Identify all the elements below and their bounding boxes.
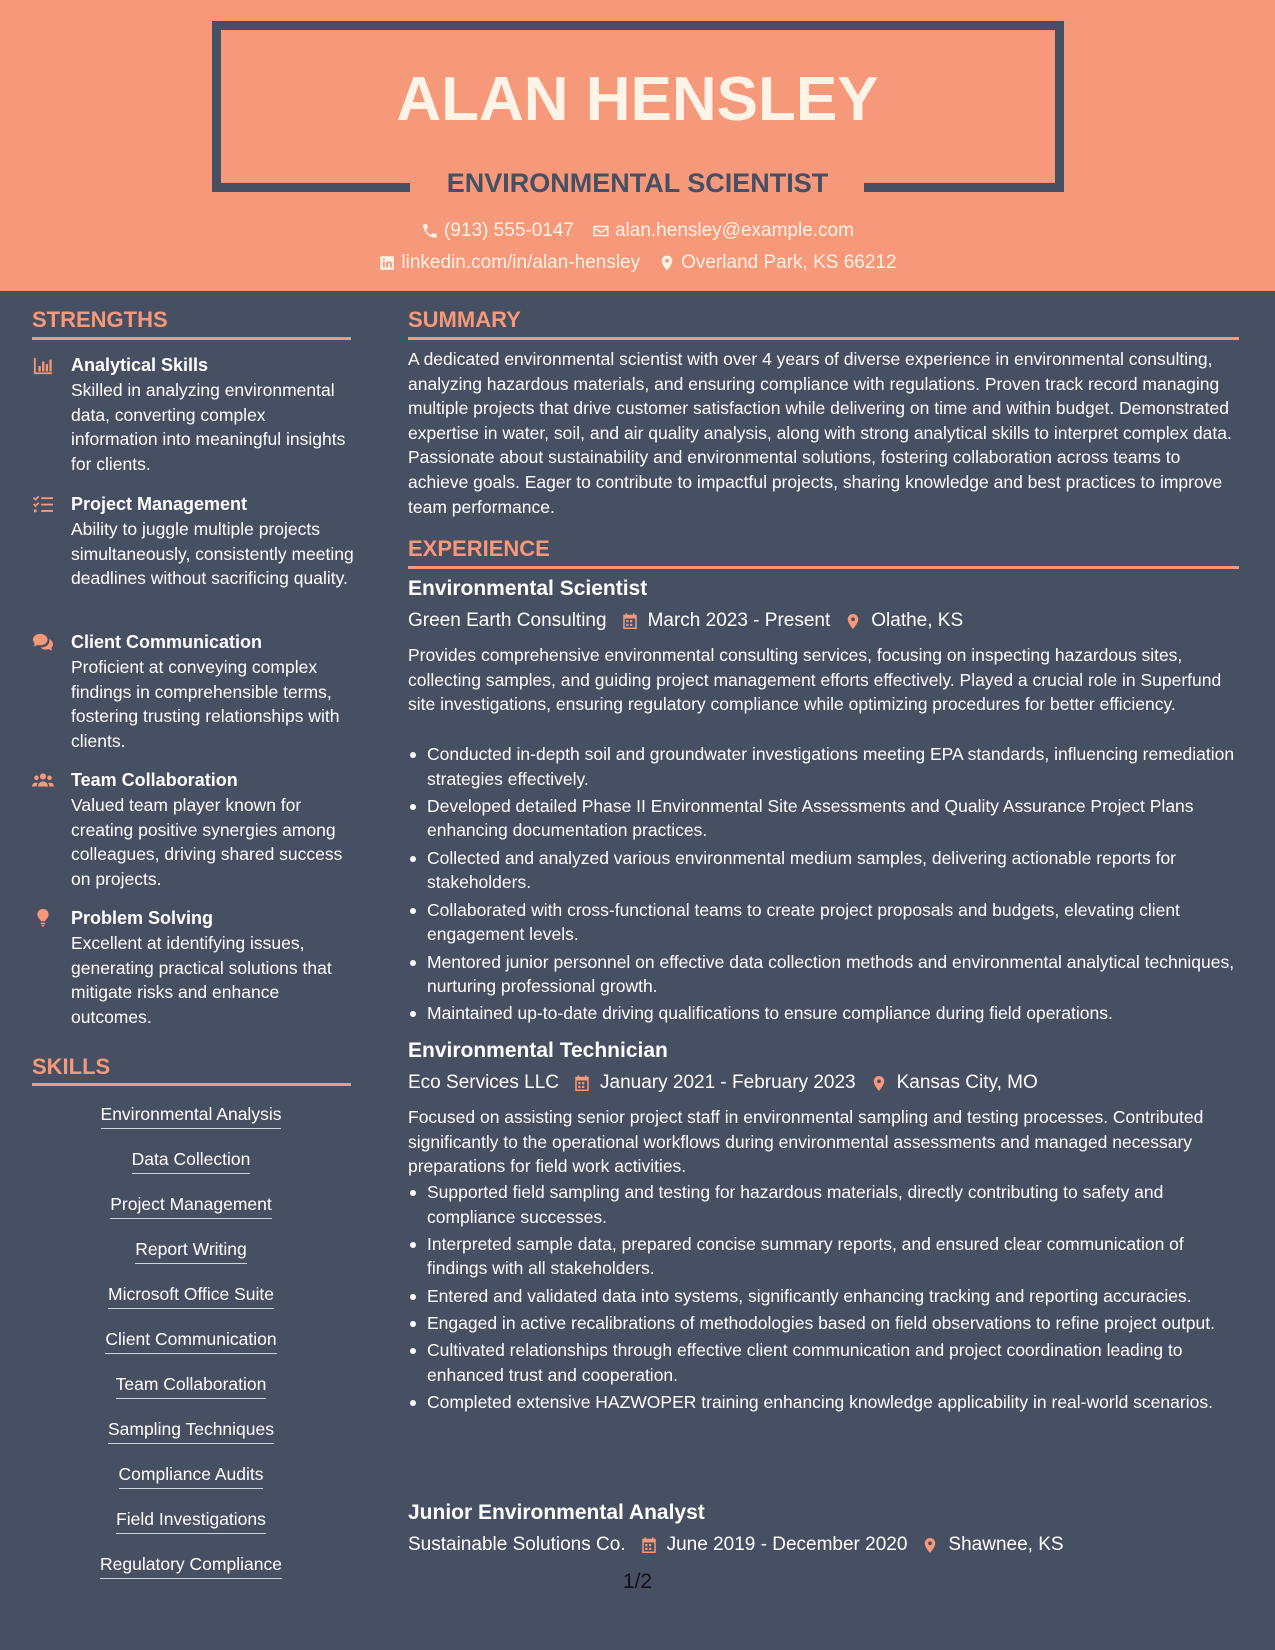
map-pin-icon [870, 1074, 888, 1093]
job-bullets [408, 742, 1240, 1029]
contact-row-1 [0, 220, 1275, 242]
linkedin-icon [378, 254, 396, 272]
job-bullet: Cultivated relationships through effective client communication and project coordination leading to enhanced trust and cooperation. [408, 1338, 1240, 1387]
skill-item: Compliance Audits [32, 1462, 350, 1489]
skill-item: Team Collaboration [32, 1372, 350, 1399]
location-text: Overland Park, KS 66212 [681, 252, 897, 273]
summary-text: A dedicated environmental scientist with over 4 years of diverse experience in environmental consulting, analyzing hazardous materials, and ensuring compliance with regulations. Proven track record managing multiple projects that drive customer satisfaction while delivering on time and within budget. Demonstrated expertise in water, soil, and air quality analysis, along with strong analytical skills to interpret complex data. Passionate about sustainability and environmental solutions, fostering collaboration across teams to achieve goals. Eager to contribute to impactful projects, sharing knowledge and best practices to improve team performance. [408, 349, 1232, 517]
strength-desc: Proficient at conveying complex findings in comprehensible terms, fostering trusting relationships with clients. [71, 657, 340, 751]
map-pin-icon [658, 254, 676, 272]
skill-item: Project Management [32, 1192, 350, 1219]
map-pin-icon [844, 612, 862, 631]
job-description: Focused on assisting senior project staff in environmental sampling and testing processes. Contributed significantly to the operational workflows during environmental assessments and managed necessary preparations for field work activities. [408, 1107, 1204, 1177]
job-dates: March 2023 - Present [647, 610, 831, 631]
strengths-rule [32, 337, 351, 340]
strength-desc: Valued team player known for creating positive synergies among colleagues, driving shared success on projects. [71, 795, 343, 889]
skill-item: Sampling Techniques [32, 1417, 350, 1444]
lightbulb-icon [32, 909, 54, 929]
header-band [0, 0, 1275, 291]
summary-heading: SUMMARY [408, 307, 521, 332]
map-pin-icon [921, 1536, 939, 1555]
contact-row-2 [0, 252, 1275, 274]
strength-desc: Ability to juggle multiple projects simultaneously, consistently meeting deadlines without sacrificing quality. [71, 519, 354, 588]
strength-title: Team Collaboration [71, 770, 238, 790]
linkedin-text: linkedin.com/in/alan-hensley [401, 252, 641, 273]
skills-rule [32, 1083, 351, 1086]
job-bullet: Engaged in active recalibrations of methodologies based on field observations to refine project output. [408, 1311, 1240, 1336]
job-bullet: Interpreted sample data, prepared concise summary reports, and ensured clear communication of findings with all stakeholders. [408, 1232, 1240, 1281]
job-company: Green Earth Consulting [408, 610, 607, 631]
job-bullet: Completed extensive HAZWOPER training enhancing knowledge applicability in real-world scenarios. [408, 1390, 1240, 1415]
location-contact [658, 252, 896, 274]
page-number: 1/2 [622, 1570, 653, 1593]
summary-rule [408, 337, 1239, 340]
job-title: Junior Environmental Analyst [408, 1501, 705, 1524]
job-bullet: Maintained up-to-date driving qualifications to ensure compliance during field operations. [408, 1001, 1240, 1026]
bar-chart-icon [32, 356, 54, 376]
envelope-icon [592, 222, 610, 240]
candidate-name: ALAN HENSLEY [396, 65, 879, 134]
linkedin-contact[interactable] [378, 252, 640, 274]
strength-desc: Skilled in analyzing environmental data, converting complex information into meaningful insights for clients. [71, 380, 346, 474]
job-bullet: Supported field sampling and testing for hazardous materials, directly contributing to safety and compliance successes. [408, 1180, 1240, 1229]
skill-item: Field Investigations [32, 1507, 350, 1534]
job-description: Provides comprehensive environmental consulting services, focusing on inspecting hazardous sites, collecting samples, and guiding project management efforts effectively. Played a crucial role in Superfund site investigations, ensuring regulatory compliance while optimizing procedures for better efficiency. [408, 645, 1222, 715]
job-dates: June 2019 - December 2020 [666, 1534, 908, 1555]
experience-heading: EXPERIENCE [408, 536, 550, 561]
strength-desc: Excellent at identifying issues, generating practical solutions that mitigate risks and enhance outcomes. [71, 933, 332, 1027]
job-company: Eco Services LLC [408, 1072, 560, 1093]
skill-item: Client Communication [32, 1327, 350, 1354]
job-title: Environmental Technician [408, 1039, 668, 1062]
job-location: Kansas City, MO [896, 1072, 1038, 1093]
strength-title: Project Management [71, 494, 248, 514]
job-meta [408, 609, 963, 633]
experience-rule [408, 566, 1239, 569]
job-meta [408, 1533, 1064, 1557]
job-bullet: Collaborated with cross-functional teams to create project proposals and budgets, elevating client engagement levels. [408, 898, 1240, 947]
calendar-icon [621, 612, 639, 631]
job-dates: January 2021 - February 2023 [600, 1072, 856, 1093]
task-list-icon [32, 495, 54, 515]
job-bullet: Entered and validated data into systems, significantly enhancing tracking and reporting accuracies. [408, 1284, 1240, 1309]
email-contact[interactable] [592, 220, 854, 242]
calendar-icon [573, 1074, 591, 1093]
job-bullet: Collected and analyzed various environmental medium samples, delivering actionable reports for stakeholders. [408, 846, 1240, 895]
chat-bubbles-icon [32, 633, 54, 653]
job-location: Olathe, KS [871, 610, 964, 631]
strengths-heading: STRENGTHS [32, 307, 168, 332]
job-bullet: Conducted in-depth soil and groundwater investigations meeting EPA standards, influencing remediation strategies effectively. [408, 742, 1240, 791]
phone-contact[interactable] [421, 220, 574, 242]
strength-title: Client Communication [71, 632, 263, 652]
job-bullet: Mentored junior personnel on effective data collection methods and environmental analytical techniques, nurturing professional growth. [408, 950, 1240, 999]
job-meta [408, 1071, 1038, 1095]
skill-item: Microsoft Office Suite [32, 1282, 350, 1309]
strength-title: Problem Solving [71, 908, 214, 928]
team-icon [32, 771, 54, 791]
phone-text: (913) 555-0147 [444, 220, 574, 241]
skill-item: Regulatory Compliance [32, 1552, 350, 1579]
skill-item: Report Writing [32, 1237, 350, 1264]
job-bullets [408, 1180, 1240, 1417]
email-text: alan.hensley@example.com [614, 220, 854, 241]
strength-title: Analytical Skills [71, 355, 209, 375]
calendar-icon [640, 1536, 658, 1555]
phone-icon [421, 222, 439, 240]
job-bullet: Developed detailed Phase II Environmental Site Assessments and Quality Assurance Project Plans enhancing documentation practices. [408, 794, 1240, 843]
job-company: Sustainable Solutions Co. [408, 1534, 626, 1555]
skill-item: Data Collection [32, 1147, 350, 1174]
skill-item: Environmental Analysis [32, 1102, 350, 1129]
job-title: Environmental Scientist [408, 577, 648, 600]
candidate-title: ENVIRONMENTAL SCIENTIST [446, 168, 829, 198]
job-location: Shawnee, KS [948, 1534, 1064, 1555]
skills-heading: SKILLS [32, 1054, 111, 1079]
